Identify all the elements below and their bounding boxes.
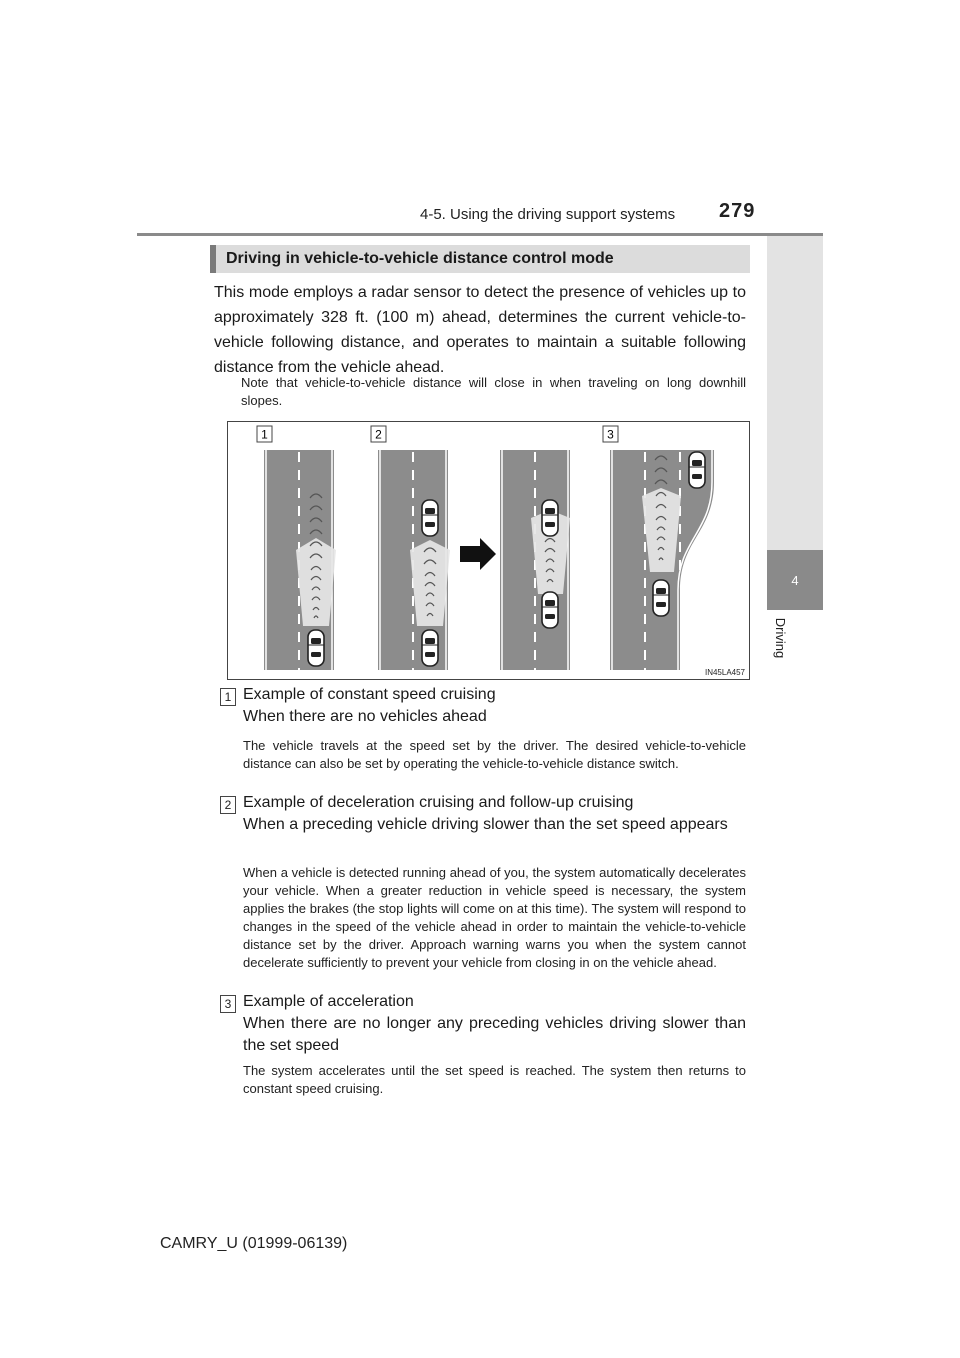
note-paragraph: Note that vehicle-to-vehicle distance will close in when traveling on long downhill slopes. [241, 375, 746, 408]
preceding-vehicle-3 [542, 500, 558, 536]
figure-code: IN45LA457 [704, 668, 745, 677]
preceding-vehicle-2 [422, 500, 438, 536]
svg-text:3: 3 [607, 427, 614, 442]
figure-marker-2 [371, 426, 386, 442]
intro-paragraph: This mode employs a radar sensor to detect the presence of vehicles up to approximately 328 ft. (100 m) ahead, determines the current vehicle-to-vehicle following distance, and operates to maintain a suitable following distance from the vehicle ahead. [214, 284, 746, 376]
side-tab-background [767, 236, 823, 550]
item-number-2: 2 [220, 796, 236, 814]
item-title-3-line2: When there are no longer any preceding vehicles driving slower than the set speed [243, 1015, 746, 1054]
item-title-1-line2: When there are no vehicles ahead [243, 708, 487, 725]
figure-marker-3 [603, 426, 618, 442]
adjacent-lane-vehicle [689, 452, 705, 488]
item-title-1 [243, 684, 746, 728]
item-number-3: 3 [220, 995, 236, 1013]
item-number-1: 1 [220, 688, 236, 706]
item-title-2 [243, 792, 746, 836]
own-vehicle-2 [422, 630, 438, 666]
item-description-2: When a vehicle is detected running ahead of you, the system automatically decelerates your vehicle. When a greater reduction in vehicle speed is necessary, the system applies the brakes (the stop lights will come on at this time). The system will respond to changes in the speed of the vehicle ahead in order to maintain the vehicle-to-vehicle distance set by the driver. Approach warning warns you when the system cannot decelerate sufficiently to prevent your vehicle from closing in on the vehicle ahead. [243, 865, 746, 970]
item-title-1-line1: Example of constant speed cruising [243, 686, 496, 703]
figure-marker-1 [257, 426, 272, 442]
item-title-2-line2: When a preceding vehicle driving slower than the set speed appears [243, 816, 728, 833]
item-description-3: The system accelerates until the set speed is reached. The system then returns to constant speed cruising. [243, 1063, 746, 1096]
item-title-3 [243, 991, 746, 1057]
item-description-1: The vehicle travels at the speed set by the driver. The desired vehicle-to-vehicle distance can also be set by operating the vehicle-to-vehicle distance switch. [243, 738, 746, 771]
header-rule [137, 233, 823, 236]
svg-text:2: 2 [375, 427, 382, 442]
radar-beam-1 [296, 538, 336, 626]
item-title-3-line1: Example of acceleration [243, 993, 414, 1010]
own-vehicle-3 [542, 592, 558, 628]
right-arrow-icon [460, 538, 496, 570]
footer-model-code: CAMRY_U (01999-06139) [160, 1235, 348, 1252]
page-number: 279 [719, 200, 756, 222]
section-heading [210, 245, 750, 273]
cruise-control-figure [227, 421, 750, 680]
svg-text:1: 1 [261, 427, 268, 442]
own-vehicle-1 [308, 630, 324, 666]
section-heading-text: Driving in vehicle-to-vehicle distance control mode [226, 250, 614, 267]
header-section-title: 4-5. Using the driving support systems [420, 206, 676, 223]
chapter-label: Driving [773, 617, 788, 659]
lane-diagram [228, 422, 749, 679]
own-vehicle-4 [653, 580, 669, 616]
chapter-number: 4 [791, 572, 799, 588]
item-title-2-line1: Example of deceleration cruising and follow-up cruising [243, 794, 634, 811]
